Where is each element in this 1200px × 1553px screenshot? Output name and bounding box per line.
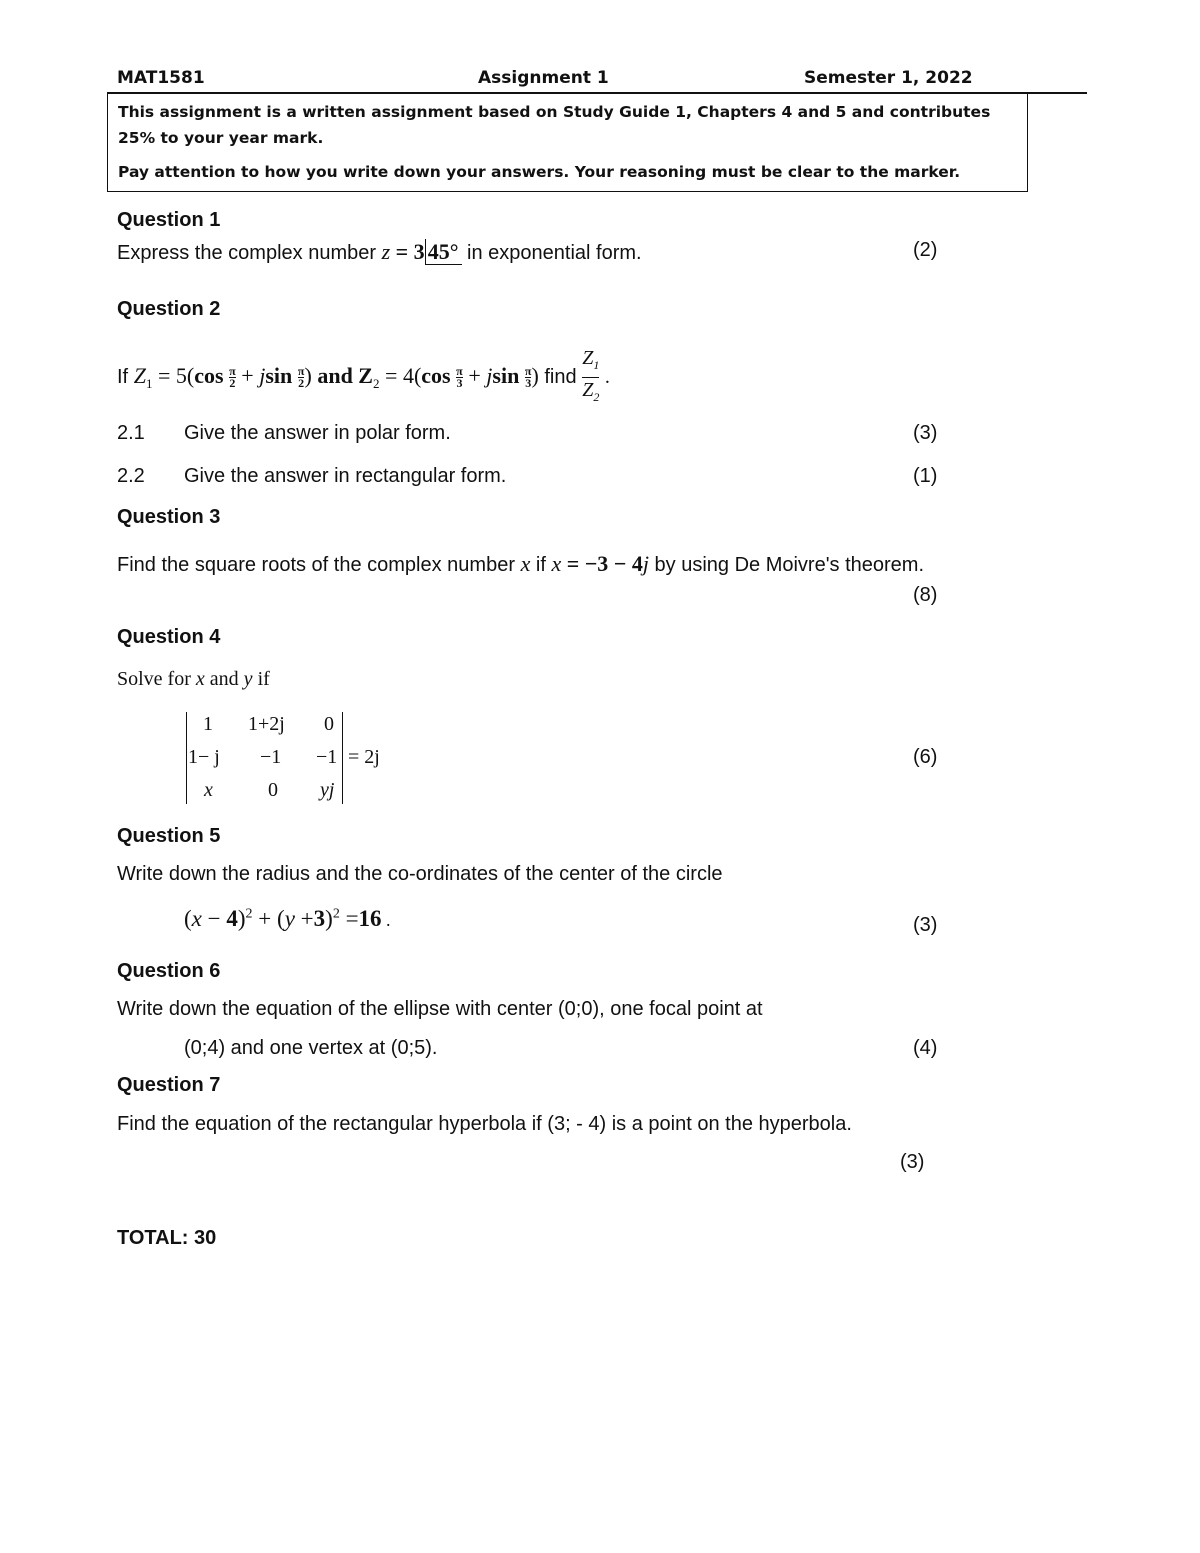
notice-line-1: This assignment is a written assignment based on Study Guide 1, Chapters 4 and 5 and contributes 25% to your year mark. <box>118 103 991 147</box>
question-1-text: Express the complex number z = 3 45° in exponential form. <box>117 239 642 264</box>
question-3-mark: (8) <box>913 584 938 606</box>
matrix-cell: −1 <box>316 746 338 768</box>
question-6-text-2: (0;4) and one vertex at (0;5). <box>184 1037 438 1059</box>
notice-line-2: Pay attention to how you write down your answers. Your reasoning must be clear to the marker. <box>118 163 961 181</box>
question-1-mark: (2) <box>913 239 938 261</box>
question-4-prompt: Solve for x and y if <box>117 668 270 690</box>
question-6-text-1: Write down the equation of the ellipse with center (0;0), one focal point at <box>117 998 763 1020</box>
determinant-rhs: = 2j <box>348 746 380 768</box>
matrix-cell: 1− j <box>188 746 220 768</box>
question-6-title: Question 6 <box>117 960 221 982</box>
question-5-title: Question 5 <box>117 825 221 847</box>
question-7-mark: (3) <box>900 1151 925 1173</box>
question-1-title: Question 1 <box>117 209 221 231</box>
question-7-title: Question 7 <box>117 1074 221 1096</box>
semester-label: Semester 1, 2022 <box>804 68 973 88</box>
matrix-cell: 1+2j <box>248 713 285 735</box>
matrix-cell: 0 <box>268 779 278 801</box>
question-3-text: Find the square roots of the complex number x if x = −3 − 4j by using De Moivre's theorem. <box>117 551 924 576</box>
q2-sub1-text: Give the answer in polar form. <box>184 422 451 444</box>
question-6-mark: (4) <box>913 1037 938 1059</box>
q2-sub1-mark: (3) <box>913 422 938 444</box>
assignment-title: Assignment 1 <box>478 68 609 88</box>
determinant-left-bar <box>186 712 187 804</box>
question-4-mark: (6) <box>913 746 938 768</box>
question-3-title: Question 3 <box>117 506 221 528</box>
course-code: MAT1581 <box>117 68 205 88</box>
question-4-title: Question 4 <box>117 626 221 648</box>
question-2-formula: If $Z_1 = 5(\cos$ $\frac{\pi}{2}$ + jsin $\frac{\pi}{2}$ ) and $Z_2 = 4(\cos$ $\frac{\pi}{3}$ + jsin $\frac{\pi}{3}$ ) find $\frac{Z_1}{Z_2}$ . <box>117 346 610 409</box>
matrix-cell: −1 <box>260 746 282 768</box>
matrix-cell: yj <box>320 779 335 801</box>
matrix-cell: 0 <box>324 713 334 735</box>
total-marks: TOTAL: 30 <box>117 1227 217 1249</box>
determinant-right-bar <box>342 712 343 804</box>
question-7-text: Find the equation of the rectangular hyperbola if (3; - 4) is a point on the hyperbola. <box>117 1113 852 1135</box>
z-variable: z <box>381 239 391 264</box>
question-5-text: Write down the radius and the co-ordinates of the center of the circle <box>117 863 723 885</box>
matrix-cell: 1 <box>203 713 213 735</box>
question-2-title: Question 2 <box>117 298 221 320</box>
assignment-notice-box <box>107 93 1028 192</box>
q2-sub1-number: 2.1 <box>117 422 145 444</box>
matrix-cell: x <box>204 779 213 801</box>
z-ratio-fraction: $\frac{Z_1}{Z_2}$ <box>582 346 599 409</box>
q2-sub2-mark: (1) <box>913 465 938 487</box>
circle-equation: $(x - 4)^2 + (y +3)^2 =16$ . <box>184 906 391 931</box>
question-5-mark: (3) <box>913 914 938 936</box>
q2-sub2-number: 2.2 <box>117 465 145 487</box>
angle-notation: 45° <box>425 239 462 265</box>
q2-sub2-text: Give the answer in rectangular form. <box>184 465 507 487</box>
